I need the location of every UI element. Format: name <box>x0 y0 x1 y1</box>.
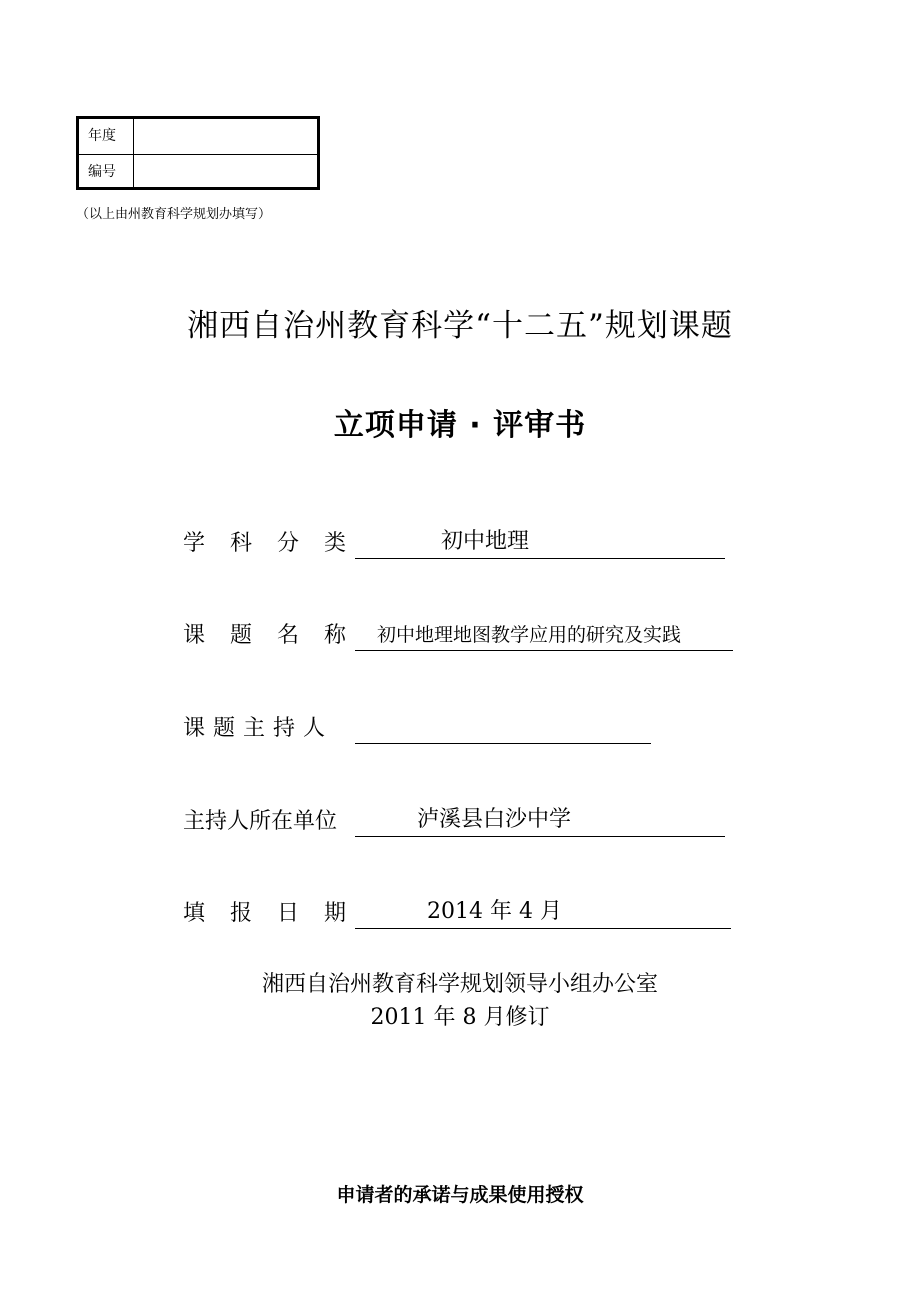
admin-row-year <box>79 119 317 155</box>
subject-line <box>355 527 725 559</box>
date-value: 2014 年 4 月 <box>427 899 562 924</box>
host-line <box>355 712 651 744</box>
host-label: 课题主持人 <box>183 716 334 741</box>
topic-label: 课题名称 <box>183 623 372 648</box>
pledge-heading: 申请者的承诺与成果使用授权 <box>336 1184 584 1206</box>
topic-line <box>355 619 733 651</box>
topic-value: 初中地理地图教学应用的研究及实践 <box>377 624 682 646</box>
admin-note: （以上由州教育科学规划办填写） <box>76 207 272 222</box>
number-label: 编号 <box>79 155 134 190</box>
document-title: 湘西自治州教育科学“十二五”规划课题 <box>187 308 733 344</box>
unit-line <box>355 805 725 837</box>
issuing-office: 湘西自治州教育科学规划领导小组办公室 <box>261 972 658 997</box>
year-label: 年度 <box>79 119 134 154</box>
unit-value: 泸溪县白沙中学 <box>417 807 572 832</box>
subject-value: 初中地理 <box>441 529 530 554</box>
admin-row-number <box>79 155 317 190</box>
admin-fill-box <box>76 116 320 190</box>
subject-label: 学科分类 <box>183 531 372 556</box>
document-subtitle: 立项申请 · 评审书 <box>333 408 587 443</box>
date-line <box>355 897 731 929</box>
revision-date: 2011 年 8 月修订 <box>370 1005 550 1030</box>
unit-label: 主持人所在单位 <box>183 809 338 834</box>
date-label: 填报日期 <box>183 901 372 926</box>
